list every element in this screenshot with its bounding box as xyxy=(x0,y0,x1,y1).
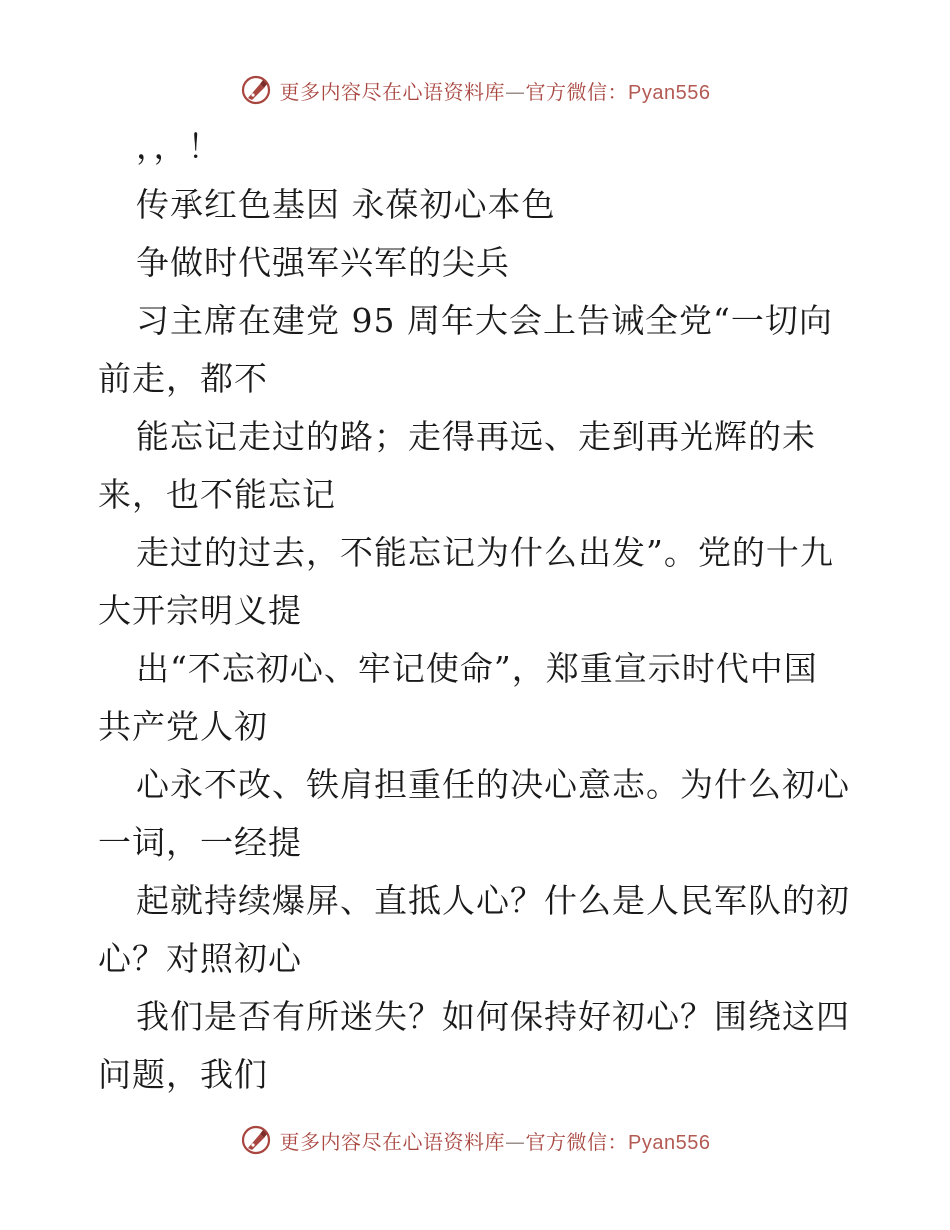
footer-wechat-id: Pyan556 xyxy=(628,1131,711,1154)
header-text xyxy=(280,76,711,105)
footer-main-text: 更多内容尽在心语资料库 xyxy=(279,1129,506,1154)
text-line: 前走，都不 xyxy=(98,359,268,398)
document-body xyxy=(98,118,858,1104)
text-line: 大开宗明义提 xyxy=(98,591,302,630)
header-main-text: 更多内容尽在心语资料库 xyxy=(279,79,506,104)
pen-nib-logo-icon xyxy=(240,1124,272,1156)
text-line: 来，也不能忘记 xyxy=(98,475,336,514)
text-line: 走过的过去，不能忘记为什么出发”。党的十九 xyxy=(136,533,834,572)
pen-nib-logo-icon xyxy=(240,74,272,106)
text-line: ，，！ xyxy=(136,127,222,166)
text-line: 起就持续爆屏、直抵人心？什么是人民军队的初 xyxy=(136,881,850,920)
footer-banner xyxy=(0,1120,950,1160)
text-line: 我们是否有所迷失？如何保持好初心？围绕这四 xyxy=(136,997,850,1036)
header-wechat-id: Pyan556 xyxy=(628,81,711,104)
text-line: 能忘记走过的路；走得再远、走到再光辉的未 xyxy=(136,417,816,456)
text-line: 习主席在建党 95 周年大会上告诫全党“一切向 xyxy=(136,301,833,340)
section-subtitle: 争做时代强军兴军的尖兵 xyxy=(136,243,510,282)
text-line: 心永不改、铁肩担重任的决心意志。为什么初心 xyxy=(136,765,850,804)
header-wechat-label: 官方微信： xyxy=(525,79,629,104)
header-banner xyxy=(0,70,950,110)
section-title: 传承红色基因 永葆初心本色 xyxy=(136,185,556,224)
text-line: 出“不忘初心、牢记使命”，郑重宣示时代中国 xyxy=(136,649,818,688)
text-line: 共产党人初 xyxy=(98,707,268,746)
text-line: 问题，我们 xyxy=(98,1055,268,1094)
text-line: 一词，一经提 xyxy=(98,823,302,862)
footer-text xyxy=(280,1126,711,1155)
text-line: 心？对照初心 xyxy=(98,939,302,978)
footer-wechat-label: 官方微信： xyxy=(525,1129,629,1154)
header-dash: — xyxy=(505,79,526,104)
footer-dash: — xyxy=(505,1129,526,1154)
